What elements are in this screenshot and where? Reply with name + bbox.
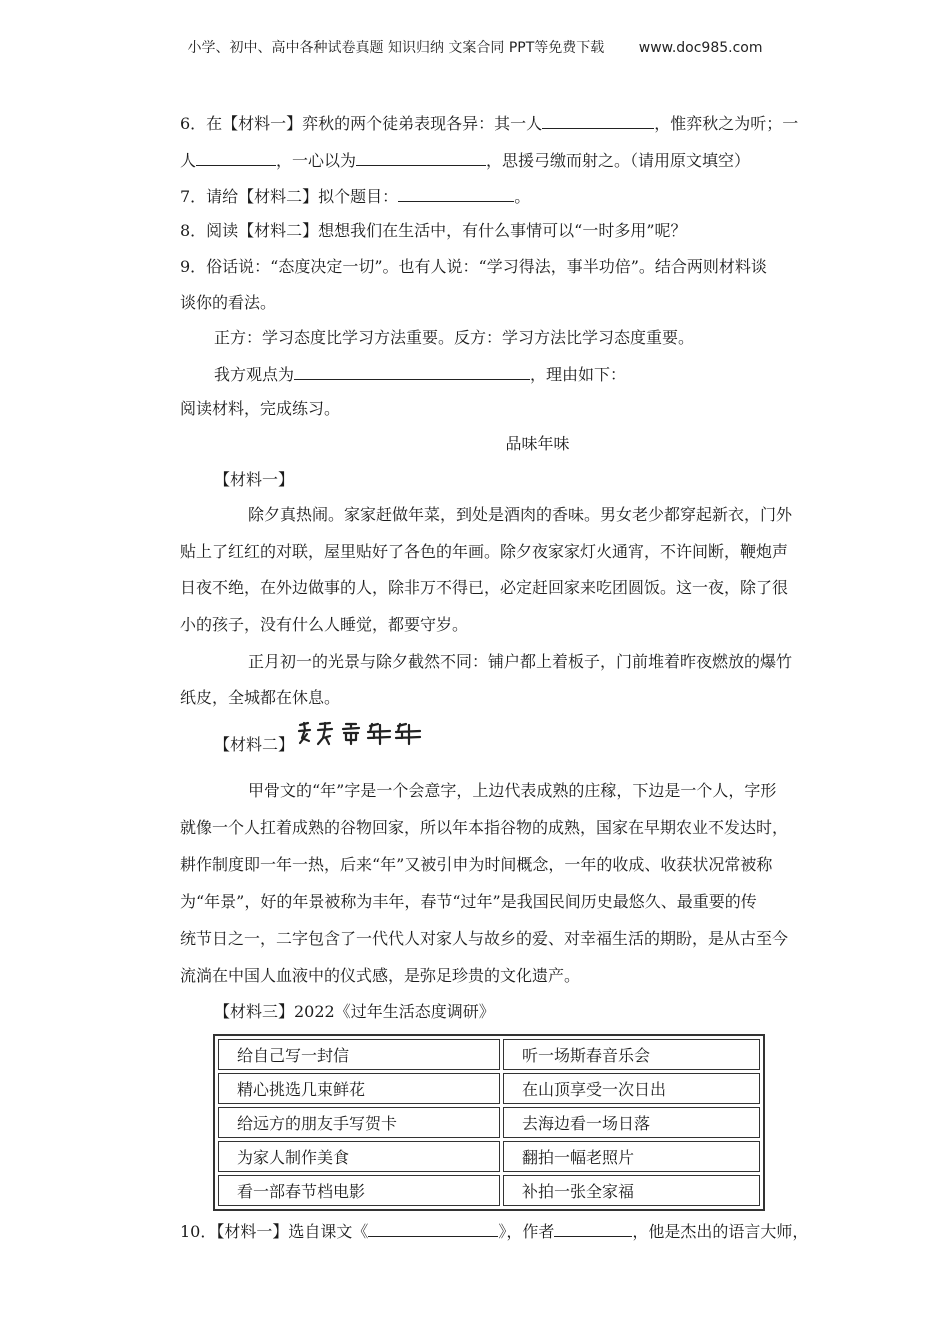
table-cell: 去海边看一场日落 xyxy=(503,1107,760,1138)
survey-table xyxy=(213,1034,765,1211)
material-1-line: 除夕真热闹。家家赶做年菜，到处是酒肉的香味。男女老少都穿起新衣，门外 xyxy=(248,505,793,524)
header-text: 小学、初中、高中各种试卷真题 知识归纳 文案合同 PPT等免费下载 xyxy=(187,40,605,56)
material-1-line: 小的孩子，没有什么人睡觉，都要守岁。 xyxy=(180,615,469,634)
answer-blank[interactable] xyxy=(368,1219,498,1237)
answer-blank[interactable] xyxy=(398,184,514,202)
table-row xyxy=(218,1141,760,1172)
material-2-label: 【材料二】 xyxy=(214,735,295,754)
table-cell: 看一部春节档电影 xyxy=(218,1175,500,1206)
header-url[interactable]: www.doc985.com xyxy=(638,40,763,56)
reading-instruction: 阅读材料，完成练习。 xyxy=(180,399,341,418)
question-10: 10．【材料一】选自课文《 》，作者 ，他是杰出的语言大师， xyxy=(180,1219,808,1243)
article-title: 品味年味 xyxy=(505,434,570,453)
table-cell: 翻拍一幅老照片 xyxy=(503,1141,760,1172)
question-6-line-2: 人 ，一心以为 ，思援弓缴而射之。（请用原文填空） xyxy=(180,148,750,172)
answer-blank[interactable] xyxy=(196,148,276,166)
material-1-line: 日夜不绝，在外边做事的人，除非万不得已，必定赶回家来吃团圆饭。这一夜，除了很 xyxy=(180,578,789,597)
table-cell: 补拍一张全家福 xyxy=(503,1175,760,1206)
question-9-line-2: 谈你的看法。 xyxy=(180,293,277,312)
table-cell: 精心挑选几束鲜花 xyxy=(218,1073,500,1104)
question-9-my-view: 我方观点为 ，理由如下： xyxy=(214,362,626,386)
material-2-line: 甲骨文的“年”字是一个会意字，上边代表成熟的庄稼，下边是一个人，字形 xyxy=(248,781,777,800)
table-cell: 给自己写一封信 xyxy=(218,1039,500,1070)
answer-blank[interactable] xyxy=(554,1219,632,1237)
table-row xyxy=(218,1175,760,1206)
question-9-sides: 正方：学习态度比学习方法重要。反方：学习方法比学习态度重要。 xyxy=(214,328,695,347)
question-8: 8．阅读【材料二】想想我们在生活中，有什么事情可以“一时多用”呢？ xyxy=(180,221,687,240)
question-7: 7．请给【材料二】拟个题目： 。 xyxy=(180,184,530,208)
question-6-line-1: 6．在【材料一】弈秋的两个徒弟表现各异：其一人 ，惟弈秋之为听；一 xyxy=(180,111,798,135)
material-2-line: 就像一个人扛着成熟的谷物回家，所以年本指谷物的成熟，国家在早期农业不发达时， xyxy=(180,818,789,837)
material-1-line: 正月初一的光景与除夕截然不同：铺户都上着板子，门前堆着昨夜燃放的爆竹 xyxy=(248,652,793,671)
table-row xyxy=(218,1107,760,1138)
material-2-line: 耕作制度即一年一热，后来“年”又被引申为时间概念，一年的收成、收获状况常被称 xyxy=(180,855,773,874)
answer-blank[interactable] xyxy=(356,148,486,166)
table-cell: 为家人制作美食 xyxy=(218,1141,500,1172)
table-cell: 在山顶享受一次日出 xyxy=(503,1073,760,1104)
table-cell: 听一场斯春音乐会 xyxy=(503,1039,760,1070)
material-1-label: 【材料一】 xyxy=(214,470,295,489)
answer-blank[interactable] xyxy=(542,111,654,129)
material-1-line: 贴上了红红的对联，屋里贴好了各色的年画。除夕夜家家灯火通宵，不许间断，鞭炮声 xyxy=(180,542,789,561)
material-2-line: 为“年景”，好的年景被称为丰年，春节“过年”是我国民间历史最悠久、最重要的传 xyxy=(180,892,757,911)
table-cell: 给远方的朋友手写贺卡 xyxy=(218,1107,500,1138)
material-2-line: 统节日之一，二字包含了一代代人对家人与故乡的爱、对幸福生活的期盼，是从古至今 xyxy=(180,929,789,948)
question-9-line-1: 9．俗话说：“态度决定一切”。也有人说：“学习得法，事半功倍”。结合两则材料谈 xyxy=(180,257,767,276)
material-2-line: 流淌在中国人血液中的仪式感，是弥足珍贵的文化遗产。 xyxy=(180,966,581,985)
table-row xyxy=(218,1039,760,1070)
material-3-label: 【材料三】2022《过年生活态度调研》 xyxy=(214,1002,495,1021)
page-header xyxy=(0,37,950,57)
answer-blank[interactable] xyxy=(294,362,530,380)
table-row xyxy=(218,1073,760,1104)
material-1-line: 纸皮，全城都在休息。 xyxy=(180,688,341,707)
ancient-year-glyphs-image xyxy=(296,720,424,746)
